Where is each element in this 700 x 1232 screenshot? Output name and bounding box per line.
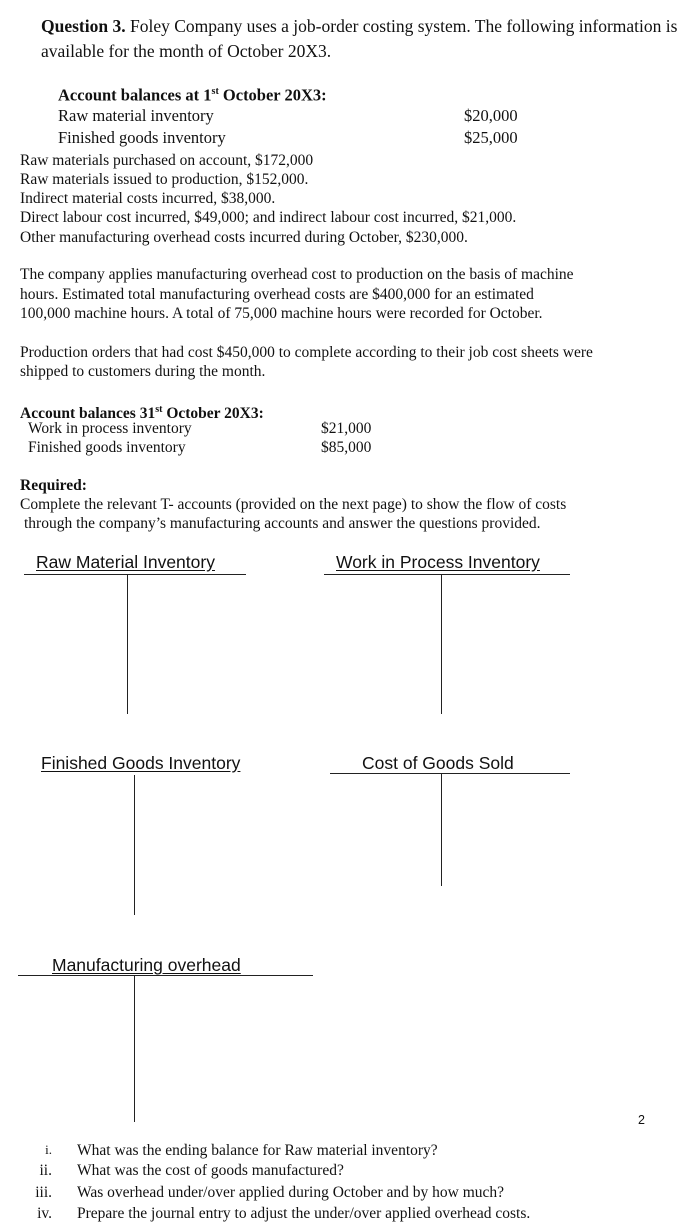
transaction-line: Raw materials purchased on account, $172,000 — [20, 152, 314, 169]
page-number: 2 — [638, 1113, 645, 1127]
transaction-line: Direct labour cost incurred, $49,000; and indirect labour cost incurred, $21,000. — [20, 209, 517, 226]
t-account-raw-material-title: Raw Material Inventory — [36, 552, 215, 572]
opening-item-label: Finished goods inventory — [58, 128, 226, 147]
opening-item-value: $25,000 — [464, 128, 518, 147]
closing-item-value: $21,000 — [321, 420, 372, 437]
closing-item-label: Work in process inventory — [28, 420, 192, 437]
required-heading: Required: — [20, 477, 87, 494]
question-item-text: Was overhead under/over applied during October and by how much? — [77, 1184, 505, 1201]
question-item-text: Prepare the journal entry to adjust the under/over applied overhead costs. — [77, 1205, 531, 1222]
question-number: iv. — [37, 1205, 52, 1222]
closing-item-value: $85,000 — [321, 439, 372, 456]
closing-heading-sup: st — [155, 404, 163, 415]
t-account-finished-goods-title: Finished Goods Inventory — [41, 753, 241, 773]
transaction-line: Indirect material costs incurred, $38,000. — [20, 190, 276, 207]
opening-balances-heading — [58, 82, 327, 106]
overhead-paragraph-line: The company applies manufacturing overhead cost to production on the basis of machine — [20, 266, 574, 283]
transaction-line: Raw materials issued to production, $152,000. — [20, 171, 309, 188]
opening-heading-date: October 20X3: — [218, 85, 327, 105]
t-account-wip-title: Work in Process Inventory — [336, 552, 540, 572]
t-account-wip-stem — [441, 574, 442, 714]
required-line: through the company’s manufacturing accounts and answer the questions provided. — [24, 515, 541, 532]
opening-heading-text: Account balances at 1 — [58, 85, 212, 105]
question-text: Foley Company uses a job-order costing system. The following information is available for the month of October 20X3. — [41, 16, 678, 61]
shipped-paragraph-line: shipped to customers during the month. — [20, 363, 266, 380]
question-item-text: What was the ending balance for Raw material inventory? — [77, 1142, 438, 1159]
required-line: Complete the relevant T- accounts (provided on the next page) to show the flow of costs — [20, 496, 567, 513]
question-number: ii. — [39, 1162, 52, 1179]
t-account-raw-material-stem — [127, 574, 128, 714]
question-intro — [41, 14, 691, 64]
t-account-cogs-title: Cost of Goods Sold — [362, 753, 514, 773]
closing-heading-date: October 20X3: — [162, 405, 264, 423]
question-item-text: What was the cost of goods manufactured? — [77, 1162, 344, 1179]
question-label: Question 3. — [41, 16, 126, 36]
closing-heading-text: Account balances 31 — [20, 405, 156, 423]
overhead-paragraph-line: hours. Estimated total manufacturing overhead costs are $400,000 for an estimated — [20, 286, 534, 303]
transaction-line: Other manufacturing overhead costs incurred during October, $230,000. — [20, 229, 468, 246]
t-account-cogs-rule — [330, 773, 570, 774]
t-account-mfg-overhead-stem — [134, 975, 135, 1122]
closing-item-label: Finished goods inventory — [28, 439, 186, 456]
question-number: i. — [45, 1142, 52, 1157]
opening-item-value: $20,000 — [464, 106, 518, 125]
t-account-raw-material-rule — [24, 574, 246, 575]
opening-item-label: Raw material inventory — [58, 106, 214, 125]
t-account-mfg-overhead-rule — [18, 975, 313, 976]
t-account-finished-goods-stem — [134, 775, 135, 915]
question-number: iii. — [35, 1184, 52, 1201]
t-account-cogs-stem — [441, 773, 442, 886]
t-account-mfg-overhead-title: Manufacturing overhead — [52, 955, 241, 975]
t-account-wip-rule — [324, 574, 570, 575]
overhead-paragraph-line: 100,000 machine hours. A total of 75,000 machine hours were recorded for October. — [20, 305, 543, 322]
shipped-paragraph-line: Production orders that had cost $450,000 to complete according to their job cost sheets were — [20, 344, 593, 361]
opening-heading-sup: st — [211, 86, 219, 97]
